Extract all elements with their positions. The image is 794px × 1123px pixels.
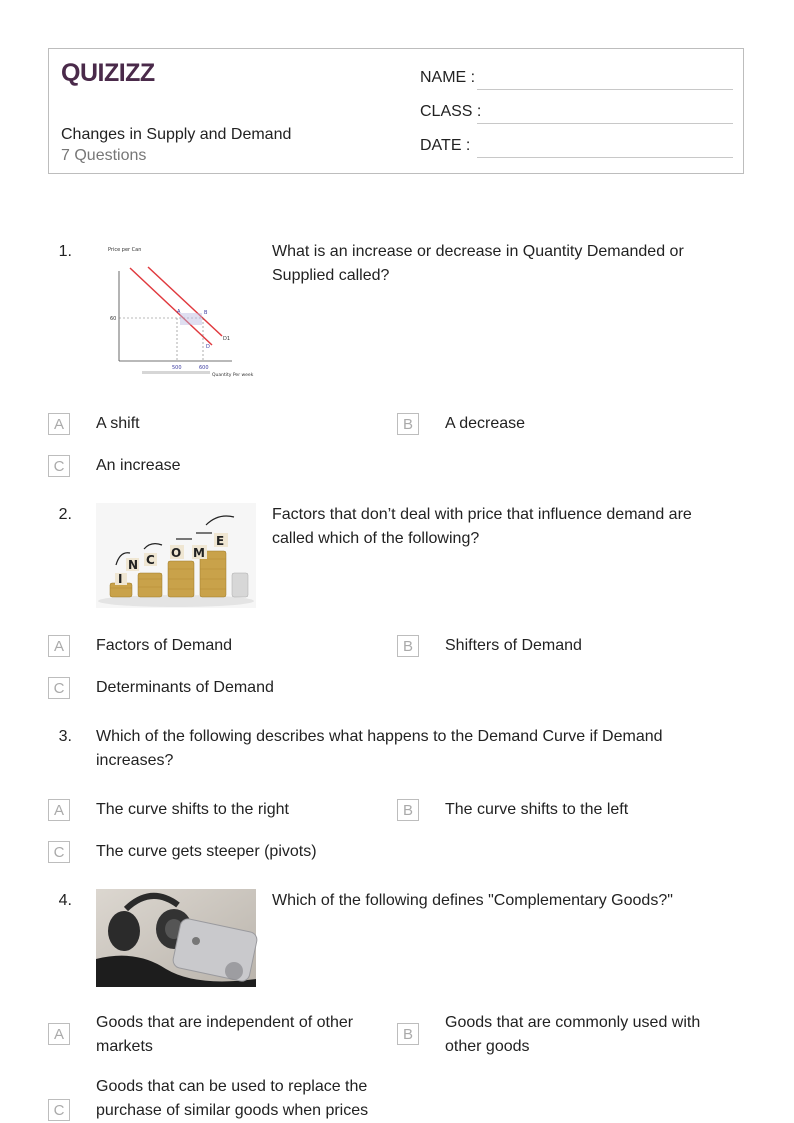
- graph-point-b: B: [204, 310, 208, 316]
- graph-point-d: D: [206, 344, 210, 350]
- letter-n: N: [128, 558, 139, 572]
- option-a-box[interactable]: A: [48, 413, 70, 435]
- option-b-box[interactable]: B: [397, 1023, 419, 1045]
- graph-y-label: Price per Can: [108, 247, 142, 253]
- question-number: 3.: [58, 728, 72, 745]
- option-a-box[interactable]: A: [48, 799, 70, 821]
- graph-x-label: Quantity Per week: [212, 373, 254, 378]
- option-c-text[interactable]: An increase: [96, 457, 181, 474]
- name-label: NAME :: [420, 69, 476, 86]
- option-a-text[interactable]: Factors of Demand: [96, 637, 233, 654]
- option-a-text[interactable]: The curve shifts to the right: [96, 801, 289, 818]
- option-b-text[interactable]: A decrease: [445, 415, 526, 432]
- date-label: DATE :: [420, 137, 471, 154]
- question-text: Factors that don’t deal with price that influence demand are called which of the following?: [272, 506, 692, 547]
- option-c-box[interactable]: C: [48, 841, 70, 863]
- class-label: CLASS :: [420, 103, 482, 120]
- option-c-text[interactable]: The curve gets steeper (pivots): [96, 843, 317, 860]
- supply-demand-graph-image: [100, 243, 254, 381]
- name-line[interactable]: [477, 89, 733, 90]
- question-number: 2.: [58, 506, 72, 523]
- graph-price-label: 60: [110, 316, 117, 322]
- letter-i: I: [118, 572, 123, 586]
- question-count: 7 Questions: [61, 147, 147, 164]
- name-field[interactable]: [420, 69, 475, 87]
- question-number: 4.: [58, 892, 72, 909]
- graph-curve-label: D1: [223, 336, 231, 342]
- income-coins-image: [96, 503, 256, 608]
- class-line[interactable]: [477, 123, 733, 124]
- letter-e: E: [216, 534, 225, 548]
- graph-point-a: A: [177, 309, 181, 315]
- option-c-box[interactable]: C: [48, 1099, 70, 1121]
- option-b-text[interactable]: Goods that are commonly used with other goods: [445, 1014, 701, 1055]
- question-text: Which of the following describes what happens to the Demand Curve if Demand increases?: [96, 728, 663, 769]
- letter-c: C: [146, 553, 155, 567]
- option-c-box[interactable]: C: [48, 677, 70, 699]
- date-line[interactable]: [477, 157, 733, 158]
- question-text: What is an increase or decrease in Quantity Demanded or Supplied called?: [272, 243, 684, 284]
- option-c-text[interactable]: Goods that can be used to replace the purchase of similar goods when prices: [96, 1078, 369, 1119]
- option-b-text[interactable]: The curve shifts to the left: [445, 801, 629, 818]
- worksheet-header: [48, 48, 744, 174]
- class-field[interactable]: [420, 103, 481, 121]
- quizizz-logo: [61, 59, 153, 92]
- option-a-box[interactable]: A: [48, 1023, 70, 1045]
- graph-q1-label: 500: [172, 365, 182, 371]
- letter-o: O: [171, 546, 182, 560]
- option-c-text[interactable]: Determinants of Demand: [96, 679, 274, 696]
- svg-text:QUIZIZZ: QUIZIZZ: [61, 59, 155, 87]
- option-c-box[interactable]: C: [48, 455, 70, 477]
- question-number: 1.: [58, 243, 72, 260]
- date-field[interactable]: [420, 137, 470, 155]
- headphones-phone-image: [96, 889, 256, 987]
- graph-q2-label: 600: [199, 365, 209, 371]
- option-a-text[interactable]: Goods that are independent of other markets: [96, 1014, 354, 1055]
- option-a-box[interactable]: A: [48, 635, 70, 657]
- option-b-text[interactable]: Shifters of Demand: [445, 637, 582, 654]
- question-text: Which of the following defines "Complementary Goods?": [272, 892, 673, 909]
- worksheet-title: Changes in Supply and Demand: [61, 126, 292, 143]
- option-b-box[interactable]: B: [397, 635, 419, 657]
- option-b-box[interactable]: B: [397, 799, 419, 821]
- option-a-text[interactable]: A shift: [96, 415, 140, 432]
- option-b-box[interactable]: B: [397, 413, 419, 435]
- letter-m: M: [193, 546, 205, 560]
